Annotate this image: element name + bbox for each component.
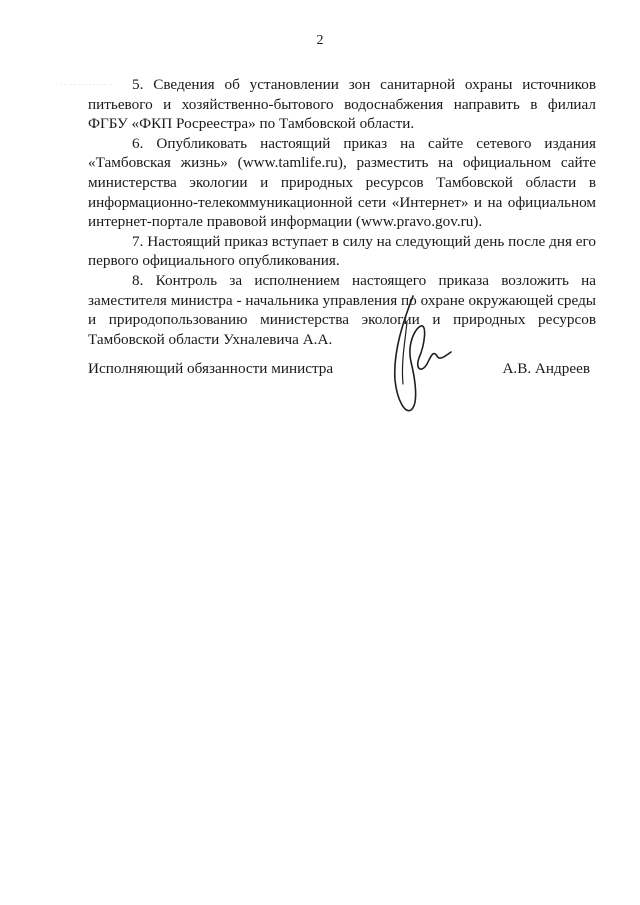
paragraph-5: 5. Сведения об установлении зон санитарной охраны источников питьевого и хозяйственно-бытового водоснабжения направить в филиал ФГБУ «ФКП Росреестра» по Тамбовской области. bbox=[88, 76, 596, 133]
signatory-title: Исполняющий обязанности министра bbox=[88, 360, 334, 377]
paragraph-8: 8. Контроль за исполнением настоящего приказа возложить на заместителя министра - начальника управления по охране окружающей среды и природопользованию министерства экологии и природных ресурсов Тамбовской области Ухналевича А.А. bbox=[88, 271, 596, 348]
signatory-name: А.В. Андреев bbox=[502, 360, 590, 377]
paragraph-6: 6. Опубликовать настоящий приказ на сайте сетевого издания «Тамбовская жизнь» (www.tamlife.ru), разместить на официальном сайте министерства экологии и природных ресурсов Тамбовской области в информационно-телекоммуникационной сети «Интернет» и на официальном интернет-портале правовой информации (www.pravo.gov.ru). bbox=[88, 134, 596, 231]
handwritten-signature bbox=[385, 292, 455, 420]
paragraph-7: 7. Настоящий приказ вступает в силу на следующий день после дня его первого официального опубликования. bbox=[88, 232, 596, 270]
signature-block bbox=[88, 360, 596, 382]
page-number: 2 bbox=[316, 33, 324, 48]
scan-artifact: ·· ·········· · bbox=[60, 80, 115, 89]
document-body bbox=[88, 75, 596, 349]
